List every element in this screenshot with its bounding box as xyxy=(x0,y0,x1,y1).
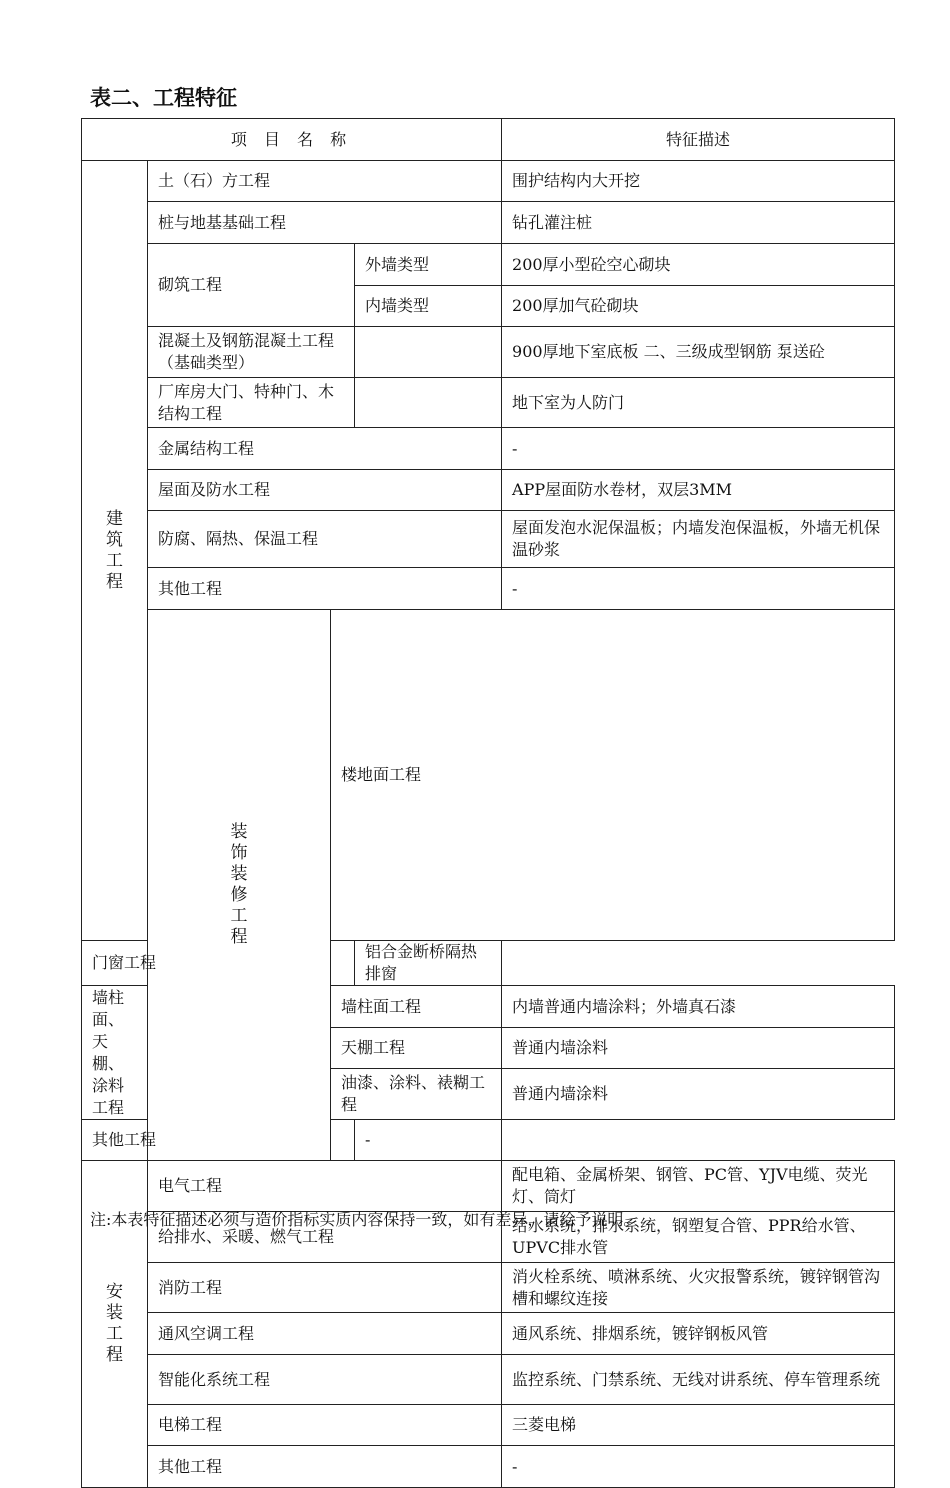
table-row xyxy=(82,1405,895,1446)
empty-cell xyxy=(355,327,502,378)
row-desc: 屋面发泡水泥保温板；内墙发泡保温板，外墙无机保温砂浆 xyxy=(502,511,895,568)
row-desc: 普通内墙涂料 xyxy=(502,1028,895,1069)
table-row xyxy=(82,244,895,286)
row-name: 屋面及防水工程 xyxy=(148,470,502,511)
row-name: 其他工程 xyxy=(148,568,502,610)
header-feature: 特征描述 xyxy=(502,119,895,161)
sub-label: 外墙类型 xyxy=(355,244,502,286)
sub-label: 天棚工程 xyxy=(331,1028,502,1069)
row-desc: 铝合金断桥隔热排窗 xyxy=(355,941,502,986)
row-desc: APP屋面防水卷材，双层3MM xyxy=(502,470,895,511)
row-name: 其他工程 xyxy=(82,1120,355,1161)
row-desc: 900厚地下室底板 二、三级成型钢筋 泵送砼 xyxy=(502,327,895,378)
row-desc: 配电箱、金属桥架、钢管、PC管、YJV电缆、荧光灯、筒灯 xyxy=(502,1161,895,1212)
empty-cell xyxy=(355,378,502,428)
category-building: 建筑工程 xyxy=(82,161,148,941)
row-name: 电梯工程 xyxy=(148,1405,502,1446)
row-desc: 内墙普通内墙涂料；外墙真石漆 xyxy=(502,986,895,1028)
table-row xyxy=(82,1446,895,1488)
row-name: 厂库房大门、特种门、木结构工程 xyxy=(148,378,355,428)
table-row xyxy=(82,327,895,378)
table-row xyxy=(82,378,895,428)
table-row xyxy=(82,202,895,244)
row-name: 楼地面工程 xyxy=(331,610,895,941)
row-desc: 给水系统，排水系统，钢塑复合管、PPR给水管、UPVC排水管 xyxy=(502,1212,895,1263)
row-desc: 200厚小型砼空心砌块 xyxy=(502,244,895,286)
row-name: 桩与地基基础工程 xyxy=(148,202,502,244)
row-name: 门窗工程 xyxy=(82,941,355,986)
sub-label: 油漆、涂料、裱糊工程 xyxy=(331,1069,502,1120)
row-desc: 普通内墙涂料 xyxy=(502,1069,895,1120)
row-name: 砌筑工程 xyxy=(148,244,355,327)
row-desc: 三菱电梯 xyxy=(502,1405,895,1446)
row-desc: - xyxy=(502,568,895,610)
table-row xyxy=(82,610,895,941)
row-name: 金属结构工程 xyxy=(148,428,502,470)
row-desc: 围护结构内大开挖 xyxy=(502,161,895,202)
table-row xyxy=(82,511,895,568)
table-row xyxy=(82,161,895,202)
row-desc: - xyxy=(355,1120,502,1161)
feature-table xyxy=(81,118,895,1488)
row-name: 其他工程 xyxy=(148,1446,502,1488)
table-row xyxy=(82,1355,895,1405)
category-installation: 安装工程 xyxy=(82,1161,148,1488)
table-row xyxy=(82,470,895,511)
row-name: 土（石）方工程 xyxy=(148,161,502,202)
row-name: 通风空调工程 xyxy=(148,1313,502,1355)
row-desc: 地下室为人防门 xyxy=(502,378,895,428)
header-name: 项 目 名 称 xyxy=(82,119,502,161)
page-title: 表二、工程特征 xyxy=(90,86,237,110)
table-row xyxy=(82,1263,895,1313)
row-name: 防腐、隔热、保温工程 xyxy=(148,511,502,568)
row-name: 混凝土及钢筋混凝土工程（基础类型） xyxy=(148,327,355,378)
table-row xyxy=(82,1161,895,1212)
row-name: 墙柱面、天棚、涂料工程 xyxy=(82,986,148,1120)
row-name: 智能化系统工程 xyxy=(148,1355,502,1405)
table-row xyxy=(82,1120,895,1161)
row-desc: - xyxy=(502,1446,895,1488)
row-desc: 消火栓系统、喷淋系统、火灾报警系统，镀锌钢管沟槽和螺纹连接 xyxy=(502,1263,895,1313)
row-desc: 钻孔灌注桩 xyxy=(502,202,895,244)
row-desc: 200厚加气砼砌块 xyxy=(502,286,895,327)
row-desc: 通风系统、排烟系统，镀锌钢板风管 xyxy=(502,1313,895,1355)
category-decoration: 装饰装修工程 xyxy=(148,610,331,1161)
table-row xyxy=(82,941,895,986)
sub-label: 内墙类型 xyxy=(355,286,502,327)
row-desc: - xyxy=(502,428,895,470)
row-desc: 监控系统、门禁系统、无线对讲系统、停车管理系统 xyxy=(502,1355,895,1405)
table-row xyxy=(82,568,895,610)
table-header-row xyxy=(82,119,895,161)
row-name: 给排水、采暖、燃气工程 xyxy=(148,1212,502,1263)
row-name: 电气工程 xyxy=(148,1161,502,1212)
footnote: 注:本表特征描述必须与造价指标实质内容保持一致，如有差异，请给予说明。 xyxy=(90,1210,640,1229)
row-name: 消防工程 xyxy=(148,1263,502,1313)
table-row xyxy=(82,1313,895,1355)
sub-label: 墙柱面工程 xyxy=(331,986,502,1028)
table-row xyxy=(82,428,895,470)
